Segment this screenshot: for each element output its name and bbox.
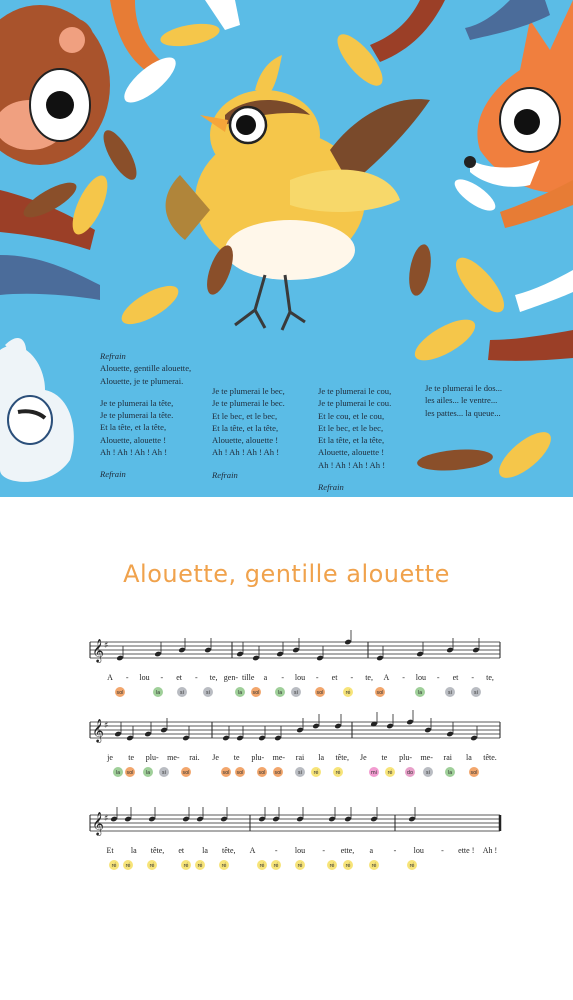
lyric-syllable: - <box>436 673 440 682</box>
lyric-syllable: - <box>402 673 405 682</box>
lyric-syllable: ette, <box>340 846 355 855</box>
lyric-line: Alouette, alouette ! <box>212 435 279 446</box>
note-name-label: ré <box>345 690 351 696</box>
note-name-label: sol <box>236 770 244 776</box>
lyric-syllable: me- <box>272 753 286 762</box>
lyric-line: Et la tête, et la tête, <box>100 422 167 433</box>
lyric-line: Et la tête, et la tête, <box>212 422 279 433</box>
staff-system <box>90 630 500 697</box>
lyric-line: Je te plumerai la tête. <box>100 410 174 421</box>
note-name-label: si <box>298 770 302 776</box>
staff-system <box>90 807 500 870</box>
note-name-label: sol <box>316 690 324 696</box>
staff-system <box>90 710 500 777</box>
note-name-label: la <box>277 690 283 696</box>
note-name-label: ré <box>371 863 377 869</box>
lyric-line: Et le bec, et le bec, <box>212 410 278 421</box>
lyric-line: Et la tête, et la tête, <box>318 435 385 446</box>
note-name-label: ré <box>329 863 335 869</box>
note-name-label: sol <box>182 770 190 776</box>
lyric-syllable: lou <box>294 673 306 682</box>
note-name-label: ré <box>297 863 303 869</box>
note-name-label: sol <box>470 770 478 776</box>
note-name-label: sol <box>126 770 134 776</box>
note-name-label: ré <box>259 863 265 869</box>
lyric-line: Alouette, alouette ! <box>100 434 167 445</box>
note-name-label: si <box>426 770 430 776</box>
lyric-syllable: rai <box>295 753 305 762</box>
lyric-syllable: rai. <box>189 753 200 762</box>
lyric-syllable: - <box>393 846 397 855</box>
lyric-syllable: gen- <box>223 673 239 682</box>
lyric-syllable: - <box>350 673 354 682</box>
lyric-syllable: plu- <box>145 753 159 762</box>
lyric-syllable: et <box>331 673 338 682</box>
note-name-label: la <box>237 690 243 696</box>
lyric-syllable: lou <box>139 673 150 682</box>
treble-clef-icon: 𝄞 <box>92 811 104 835</box>
note-name-label: ré <box>387 770 393 776</box>
lyric-line: Et le bec, et le bec, <box>318 422 384 433</box>
lyric-syllable: plu- <box>251 753 265 762</box>
lyric-syllable: A <box>383 673 390 682</box>
lyric-syllable: tille <box>241 673 255 682</box>
sheet-music <box>0 620 573 890</box>
lyric-syllable: - <box>281 673 285 682</box>
note-name-label: sol <box>222 770 230 776</box>
lyric-line <box>212 459 285 469</box>
lyrics-column-2 <box>212 385 285 481</box>
illustration <box>0 0 573 497</box>
lyric-line: Je te plumerai le cou. <box>318 398 392 409</box>
lyric-syllable: tête. <box>483 753 497 762</box>
lyric-syllable: et <box>176 673 182 682</box>
lyric-syllable: - <box>315 673 319 682</box>
sharp-icon: ♯ <box>104 641 109 651</box>
lyric-line: Ah ! Ah ! Ah ! Ah ! <box>100 447 168 458</box>
note-name-label: ré <box>345 863 351 869</box>
lyric-syllable: rai <box>443 753 452 762</box>
note-name-label: sol <box>116 690 124 696</box>
note-name-label: la <box>417 690 423 696</box>
note-name-label: sol <box>252 690 260 696</box>
lyric-syllable: lou <box>413 846 424 855</box>
lyric-syllable: te, <box>486 673 494 682</box>
note-name-label: la <box>447 770 453 776</box>
lyric-line <box>100 458 191 468</box>
lyric-line: Ah ! Ah ! Ah ! Ah ! <box>212 447 280 458</box>
lyric-line: Et le cou, et le cou, <box>318 410 385 421</box>
lyric-line: les ailes... le ventre... <box>425 395 498 406</box>
lyric-syllable: - <box>471 673 475 682</box>
lyrics-column-1 <box>100 350 191 481</box>
lyric-line: Je te plumerai le bec. <box>212 398 285 409</box>
lyric-line: Alouette, alouette ! <box>318 447 385 458</box>
lyric-syllable: tête, <box>335 753 349 762</box>
note-name-label: si <box>180 690 184 696</box>
lyric-syllable: A <box>107 673 113 682</box>
lyric-line: les pattes... la queue... <box>425 407 501 418</box>
note-name-label: si <box>162 770 166 776</box>
sharp-icon: ♯ <box>104 814 109 824</box>
note-name-label: ré <box>335 770 341 776</box>
lyric-syllable: me- <box>420 753 433 762</box>
lyric-line: Refrain <box>100 469 126 480</box>
note-name-label: la <box>145 770 151 776</box>
lyric-syllable: te <box>381 753 388 762</box>
lyric-syllable: ette ! <box>458 846 475 855</box>
lyric-syllable: Ah ! <box>482 846 498 855</box>
lyric-line: Alouette, gentille alouette, <box>100 363 192 374</box>
note-name-label: ré <box>409 863 415 869</box>
lyric-syllable: A <box>249 846 256 855</box>
lyric-line: Refrain <box>318 482 344 493</box>
lyric-syllable: la <box>130 846 137 855</box>
treble-clef-icon: 𝄞 <box>92 718 104 742</box>
note-name-label: mi <box>370 770 378 776</box>
treble-clef-icon: 𝄞 <box>92 638 104 662</box>
lyric-syllable: - <box>195 673 198 682</box>
lyric-line <box>100 387 191 397</box>
note-name-label: la <box>115 770 121 776</box>
lyric-line: Refrain <box>100 351 126 361</box>
note-name-label: ré <box>273 863 279 869</box>
note-name-label: si <box>294 690 298 696</box>
lyric-syllable: et <box>178 846 185 855</box>
lyric-syllable: - <box>322 846 326 855</box>
lyric-syllable: Je <box>212 753 219 762</box>
note-name-label: ré <box>197 863 203 869</box>
lyric-syllable: et <box>452 673 459 682</box>
lyric-syllable: te, <box>209 673 218 682</box>
lyric-syllable: je <box>107 753 113 762</box>
lyric-syllable: lou <box>294 846 306 855</box>
song-title: Alouette, gentille alouette <box>123 560 450 588</box>
lyrics-column-3 <box>318 385 391 493</box>
lyric-syllable: te, <box>365 673 373 682</box>
lyric-syllable: la <box>202 846 208 855</box>
lyric-syllable: - <box>441 846 444 855</box>
note-name-label: sol <box>376 690 384 696</box>
lyric-syllable: plu- <box>399 753 413 762</box>
lyric-syllable: tête, <box>150 846 165 855</box>
lyric-syllable: a <box>263 673 268 682</box>
lyric-syllable: la <box>465 753 472 762</box>
lyric-syllable: Et <box>106 846 114 855</box>
lyric-syllable: - <box>274 846 278 855</box>
lyric-line: Je te plumerai le dos... <box>425 383 503 393</box>
lyric-line: Alouette, je te plumerai. <box>100 375 184 386</box>
note-name-label: si <box>448 690 452 696</box>
note-name-label: do <box>406 770 414 776</box>
note-name-label: ré <box>313 770 319 776</box>
lyric-syllable: - <box>160 673 164 682</box>
note-name-label: ré <box>125 863 131 869</box>
note-name-label: sol <box>258 770 266 776</box>
lyric-syllable: - <box>125 673 129 682</box>
lyric-syllable: me- <box>167 753 180 762</box>
lyric-line: Refrain <box>212 469 238 480</box>
note-name-label: ré <box>149 863 155 869</box>
sharp-icon: ♯ <box>104 721 109 731</box>
lyric-syllable: Je <box>359 753 367 762</box>
lyric-line: Je te plumerai le bec, <box>212 386 285 396</box>
lyric-line: Je te plumerai le cou, <box>318 386 392 396</box>
lyric-line: Ah ! Ah ! Ah ! Ah ! <box>318 459 386 470</box>
lyric-line <box>318 471 391 481</box>
note-name-label: sol <box>274 770 282 776</box>
note-name-label: la <box>155 690 161 696</box>
note-name-label: ré <box>183 863 189 869</box>
lyrics-column-4 <box>425 382 502 419</box>
lyric-line: Je te plumerai la tête, <box>100 397 174 408</box>
note-name-label: ré <box>221 863 227 869</box>
lyric-syllable: lou <box>415 673 427 682</box>
note-name-label: si <box>474 690 478 696</box>
note-name-label: si <box>206 690 210 696</box>
lyric-syllable: la <box>318 753 325 762</box>
lyric-syllable: tête, <box>221 846 236 855</box>
lyric-syllable: te <box>128 753 135 762</box>
lyric-syllable: te <box>233 753 240 762</box>
lyric-syllable: a <box>369 846 374 855</box>
illustration-art <box>0 0 573 497</box>
note-name-label: ré <box>111 863 117 869</box>
